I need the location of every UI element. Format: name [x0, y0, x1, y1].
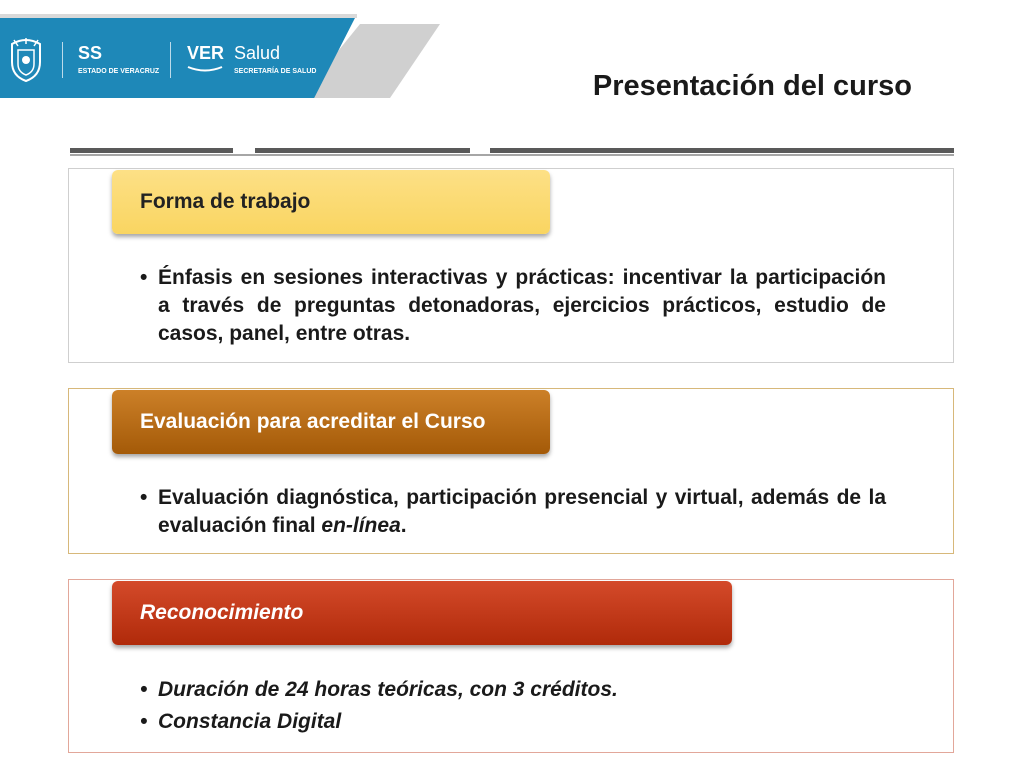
banner-top-edge: [0, 14, 357, 18]
bullet-item: • Duración de 24 horas teóricas, con 3 créditos.: [136, 676, 886, 704]
bullet-item: [136, 484, 886, 540]
section-tab-reconocimiento: Reconocimiento: [112, 581, 732, 645]
ver-swoosh-icon: [187, 66, 223, 72]
bullet-text-end: .: [400, 514, 407, 537]
bullet-text-italic: en-línea: [321, 514, 401, 537]
bullet-text: Evaluación diagnóstica, participación presencial y virtual, además de la evaluación final: [158, 486, 886, 537]
logo-ss: SS: [78, 43, 103, 63]
bullet-list-evaluacion: [136, 484, 886, 540]
header-banner: [0, 14, 357, 98]
logo-ss-subtitle: ESTADO DE VERACRUZ: [78, 68, 160, 75]
divider-segment-2: [255, 148, 470, 153]
divider-segment-1: [70, 148, 233, 153]
logo-salud-subtitle: SECRETARÍA DE SALUD: [234, 68, 317, 75]
section-tab-forma-de-trabajo: Forma de trabajo: [112, 170, 550, 234]
logo-divider: [62, 42, 63, 78]
logo-divider-2: [170, 42, 171, 78]
divider-shadow: [70, 154, 954, 156]
bullet-item: • Constancia Digital: [136, 708, 886, 736]
logo-ver: VER: [187, 43, 225, 63]
section-tab-evaluacion: Evaluación para acreditar el Curso: [112, 390, 550, 454]
veracruz-seal-icon: [8, 36, 44, 82]
bullet-item: • Énfasis en sesiones interactivas y prácticas: incentivar la participación a través de preguntas detonadoras, ejercicios prácticos, estudio de casos, panel, entre otras.: [136, 264, 886, 348]
divider-segment-3: [490, 148, 954, 153]
page-title: Presentación del curso: [592, 70, 912, 102]
bullet-list-reconocimiento: [136, 676, 886, 740]
bullet-list-forma-de-trabajo: [136, 264, 886, 348]
logo-salud: Salud: [234, 43, 281, 63]
